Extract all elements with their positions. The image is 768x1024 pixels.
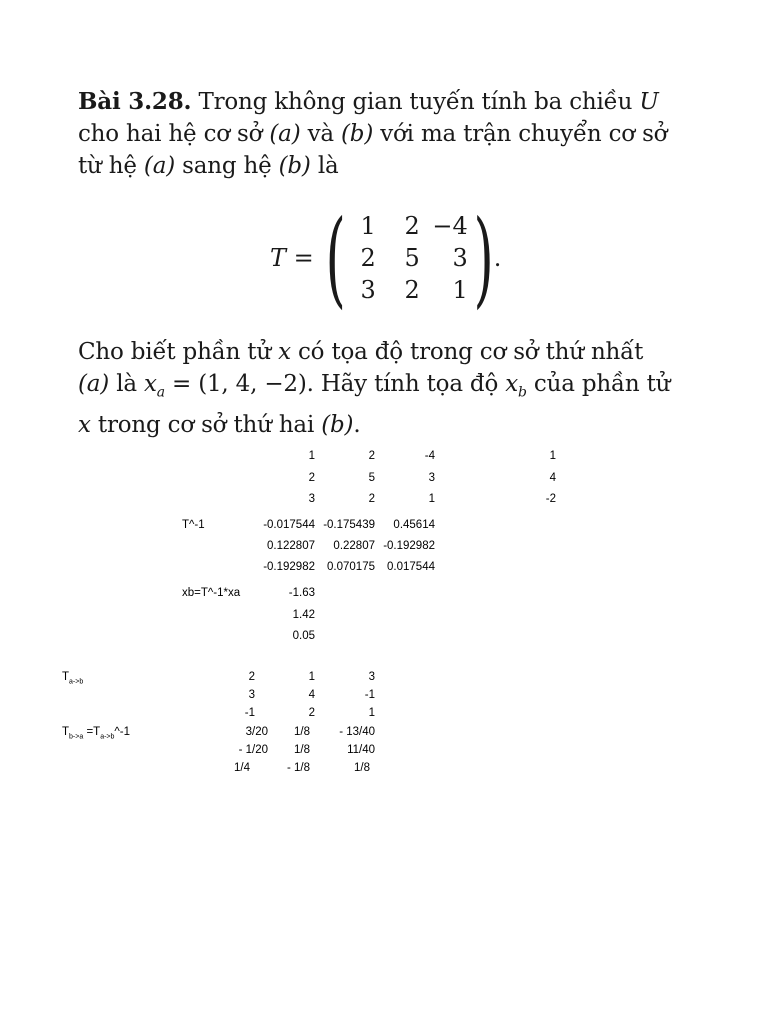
cell: 1: [308, 450, 315, 462]
matrix-cell: 3: [360, 276, 376, 304]
cell: 0.070175: [327, 561, 375, 573]
matrix-cell: −4: [432, 212, 468, 240]
cell: - 1/8: [286, 762, 310, 774]
cell: 1.42: [292, 609, 315, 621]
problem-title: Bài 3.28.: [78, 88, 192, 115]
right-paren: ): [473, 197, 494, 319]
cell: 2: [368, 450, 375, 462]
text: T: [62, 671, 70, 683]
cell: -0.017544: [263, 519, 315, 531]
cell: 5: [368, 472, 375, 484]
basis-b: (b): [341, 121, 374, 147]
text: có tọa độ trong cơ sở thứ nhất: [298, 339, 644, 365]
basis-a: (a): [269, 121, 301, 147]
text: T: [62, 726, 70, 738]
cell: 0.122807: [267, 540, 315, 552]
cell: 1/8: [294, 726, 310, 738]
cell: 1/8: [294, 744, 310, 756]
xb-label: xb=T^-1*xa: [182, 587, 241, 599]
text: cho hai hệ cơ sở: [78, 121, 263, 147]
text: là: [317, 153, 339, 179]
inverse-label: T^-1: [182, 519, 205, 531]
cell: 1: [308, 671, 315, 683]
matrix-cell: 2: [404, 276, 420, 304]
cell: - 1/20: [238, 744, 268, 756]
text: = (1, 4, −2). Hãy tính tọa độ: [172, 371, 499, 397]
basis-a: (a): [78, 371, 110, 397]
sub-b: b: [518, 384, 527, 401]
text: với ma trận chuyển cơ sở: [380, 121, 668, 147]
cell: 1: [428, 493, 435, 505]
text: Trong không gian tuyến tính ba chiều: [198, 89, 633, 115]
cell: 3/20: [245, 726, 268, 738]
cell: -2: [545, 493, 556, 505]
cell: 4: [549, 472, 556, 484]
tba-label: [62, 725, 130, 744]
cell: 4: [308, 689, 315, 701]
cell: 1: [368, 707, 375, 719]
cell: 0.017544: [387, 561, 435, 573]
cell: 2: [368, 493, 375, 505]
var-x: x: [78, 411, 91, 438]
cell: 2: [248, 671, 255, 683]
var-x: x: [505, 371, 519, 397]
cell: 3: [308, 493, 315, 505]
cell: 0.45614: [393, 519, 435, 531]
matrix-cell: 2: [360, 244, 376, 272]
matrix-cell: 5: [404, 244, 420, 272]
cell: - 13/40: [339, 726, 375, 738]
sub-a: a: [156, 384, 165, 401]
var-u: U: [639, 89, 659, 115]
text: từ hệ: [78, 153, 137, 179]
text: =T: [83, 726, 101, 738]
cell: 0.22807: [333, 540, 375, 552]
matrix-period: .: [493, 244, 502, 272]
cell: 0.05: [292, 630, 315, 642]
cell: 1: [549, 450, 556, 462]
cell: 1/8: [354, 762, 370, 774]
sub: a->b: [69, 678, 84, 686]
text: của phần tử: [533, 371, 671, 397]
cell: 3: [248, 689, 255, 701]
text: sang hệ: [182, 153, 272, 179]
matrix-cell: 1: [360, 212, 376, 240]
cell: -4: [424, 450, 435, 462]
cell: 3: [368, 671, 375, 683]
var-x: x: [278, 339, 291, 365]
text: ^-1: [114, 726, 131, 738]
cell: -1: [364, 689, 375, 701]
matrix-cell: 2: [404, 212, 420, 240]
cell: -1: [244, 707, 255, 719]
basis-a: (a): [143, 153, 175, 179]
cell: -0.192982: [383, 540, 435, 552]
tab-label: [62, 670, 83, 689]
sub: b->a: [69, 733, 84, 741]
cell: 2: [308, 707, 315, 719]
cell: 3: [428, 472, 435, 484]
cell: 2: [308, 472, 315, 484]
basis-b: (b): [278, 153, 311, 179]
cell: -0.192982: [263, 561, 315, 573]
text: Cho biết phần tử: [78, 339, 271, 365]
text: trong cơ sở thứ hai: [97, 411, 315, 438]
sub: a->b: [100, 733, 115, 741]
matrix-name: T =: [270, 244, 314, 272]
text: .: [353, 411, 361, 438]
matrix-cell: 3: [452, 244, 468, 272]
cell: -0.175439: [323, 519, 375, 531]
text: và: [307, 121, 334, 147]
var-x: x: [143, 371, 157, 397]
cell: 1/4: [234, 762, 250, 774]
cell: -1.63: [288, 587, 315, 599]
text: là: [116, 371, 137, 397]
basis-b: (b): [321, 411, 354, 438]
cell: 11/40: [347, 744, 375, 756]
left-paren: (: [325, 197, 346, 319]
matrix-cell: 1: [452, 276, 468, 304]
